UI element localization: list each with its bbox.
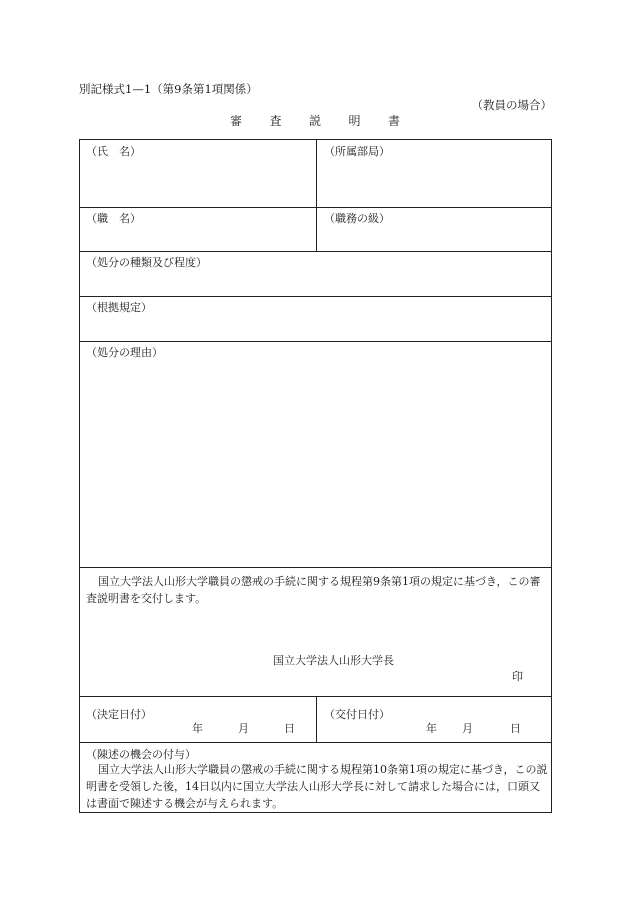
title-char: 書 bbox=[387, 114, 400, 128]
month-label: 月 bbox=[238, 722, 249, 735]
form-table bbox=[79, 139, 552, 813]
delivery-date-label: （交付日付） bbox=[324, 708, 390, 721]
reason-label: （処分の理由） bbox=[86, 346, 163, 359]
grade-field-label: （職務の級） bbox=[324, 212, 390, 225]
year-label: 年 bbox=[426, 722, 437, 735]
delivery-date-fields bbox=[426, 720, 521, 736]
column-divider bbox=[316, 696, 317, 742]
title-char: 明 bbox=[348, 114, 361, 128]
title-char: 説 bbox=[308, 114, 321, 128]
statement-opportunity-body: 国立大学法人山形大学職員の懲戒の手続に関する規程第10条第1項の規定に基づき，この説明書を受領した後，14日以内に国立大学法人山形大学長に対して請求した場合には，口頭又は書面で陳述する機会が与えられます。 bbox=[86, 763, 548, 810]
form-reference: 別記様式1—1（第9条第1項関係） bbox=[79, 82, 258, 96]
row-divider bbox=[80, 742, 551, 743]
decision-date-fields bbox=[192, 720, 295, 736]
row-divider bbox=[80, 567, 551, 568]
row-divider bbox=[80, 341, 551, 342]
statement-opportunity-heading: （陳述の機会の付与） bbox=[86, 748, 196, 761]
year-label: 年 bbox=[192, 722, 203, 735]
department-field-label: （所属部局） bbox=[324, 145, 390, 158]
position-field-label: （職 名） bbox=[86, 212, 141, 225]
document-title bbox=[230, 112, 400, 129]
day-label: 日 bbox=[284, 722, 295, 735]
month-label: 月 bbox=[462, 722, 473, 735]
day-label: 日 bbox=[510, 722, 521, 735]
title-char: 審 bbox=[230, 114, 243, 128]
case-note: （教員の場合） bbox=[471, 98, 552, 112]
row-divider bbox=[80, 296, 551, 297]
legal-basis-label: （根拠規定） bbox=[86, 301, 152, 314]
seal-mark: 印 bbox=[512, 670, 523, 683]
disposition-type-label: （処分の種類及び程度） bbox=[86, 256, 207, 269]
issuer-name: 国立大学法人山形大学長 bbox=[273, 654, 394, 667]
row-divider bbox=[80, 251, 551, 252]
column-divider bbox=[316, 140, 317, 251]
title-char: 査 bbox=[269, 114, 282, 128]
issuance-statement: 国立大学法人山形大学職員の懲戒の手続に関する規程第9条第1項の規定に基づき，この審査説明書を交付します。 bbox=[86, 575, 541, 605]
name-field-label: （氏 名） bbox=[86, 145, 141, 158]
decision-date-label: （決定日付） bbox=[86, 708, 152, 721]
